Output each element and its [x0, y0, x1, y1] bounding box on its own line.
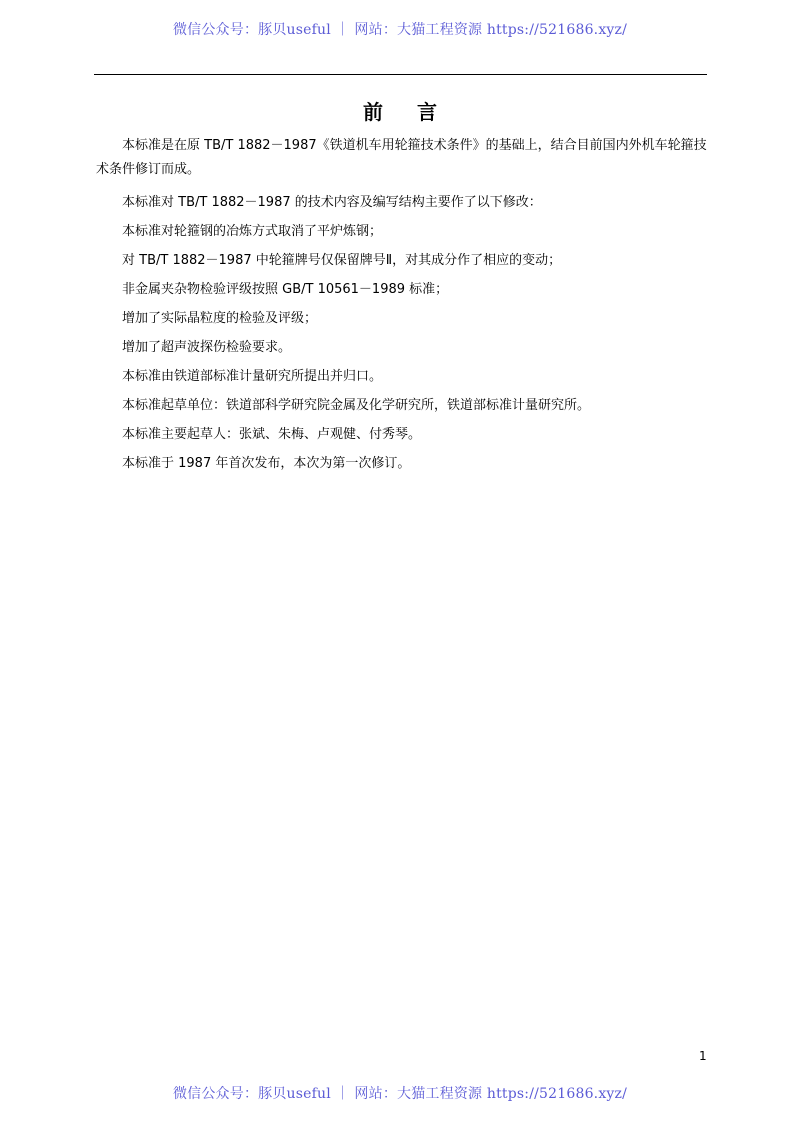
header-rule [94, 74, 707, 75]
paragraph-proposer: 本标准由铁道部标准计量研究所提出并归口。 [122, 369, 383, 384]
paragraph-history: 本标准于 1987 年首次发布，本次为第一次修订。 [122, 456, 411, 471]
page-number: 1 [699, 1049, 707, 1063]
paragraph-basis: 本标准是在原 TB/T 1882－1987《铁道机车用轮箍技术条件》的基础上，结合目前国内外机车轮箍技术条件修订而成。 [96, 138, 707, 177]
foreword-body [96, 138, 708, 484]
paragraph-grain-size: 增加了实际晶粒度的检验及评级； [122, 311, 318, 326]
watermark-header: 微信公众号：豚贝useful ｜ 网站：大猫工程资源 https://521686.xyz/ [172, 22, 628, 38]
paragraph-smelting: 本标准对轮箍钢的冶炼方式取消了平炉炼钢； [122, 224, 383, 239]
paragraph-drafters: 本标准主要起草人：张斌、朱梅、卢观健、付秀琴。 [122, 427, 422, 442]
watermark-footer: 微信公众号：豚贝useful ｜ 网站：大猫工程资源 https://521686.xyz/ [172, 1086, 628, 1102]
paragraph-drafting-units: 本标准起草单位：铁道部科学研究院金属及化学研究所，铁道部标准计量研究所。 [122, 398, 591, 413]
paragraph-grade: 对 TB/T 1882－1987 中轮箍牌号仅保留牌号Ⅱ，对其成分作了相应的变动； [122, 253, 562, 268]
section-title: 前言 [363, 100, 471, 124]
paragraph-ultrasonic: 增加了超声波探伤检验要求。 [122, 340, 292, 355]
paragraph-changes-intro: 本标准对 TB/T 1882－1987 的技术内容及编写结构主要作了以下修改： [122, 195, 542, 210]
paragraph-inclusions: 非金属夹杂物检验评级按照 GB/T 10561－1989 标准； [122, 282, 449, 297]
